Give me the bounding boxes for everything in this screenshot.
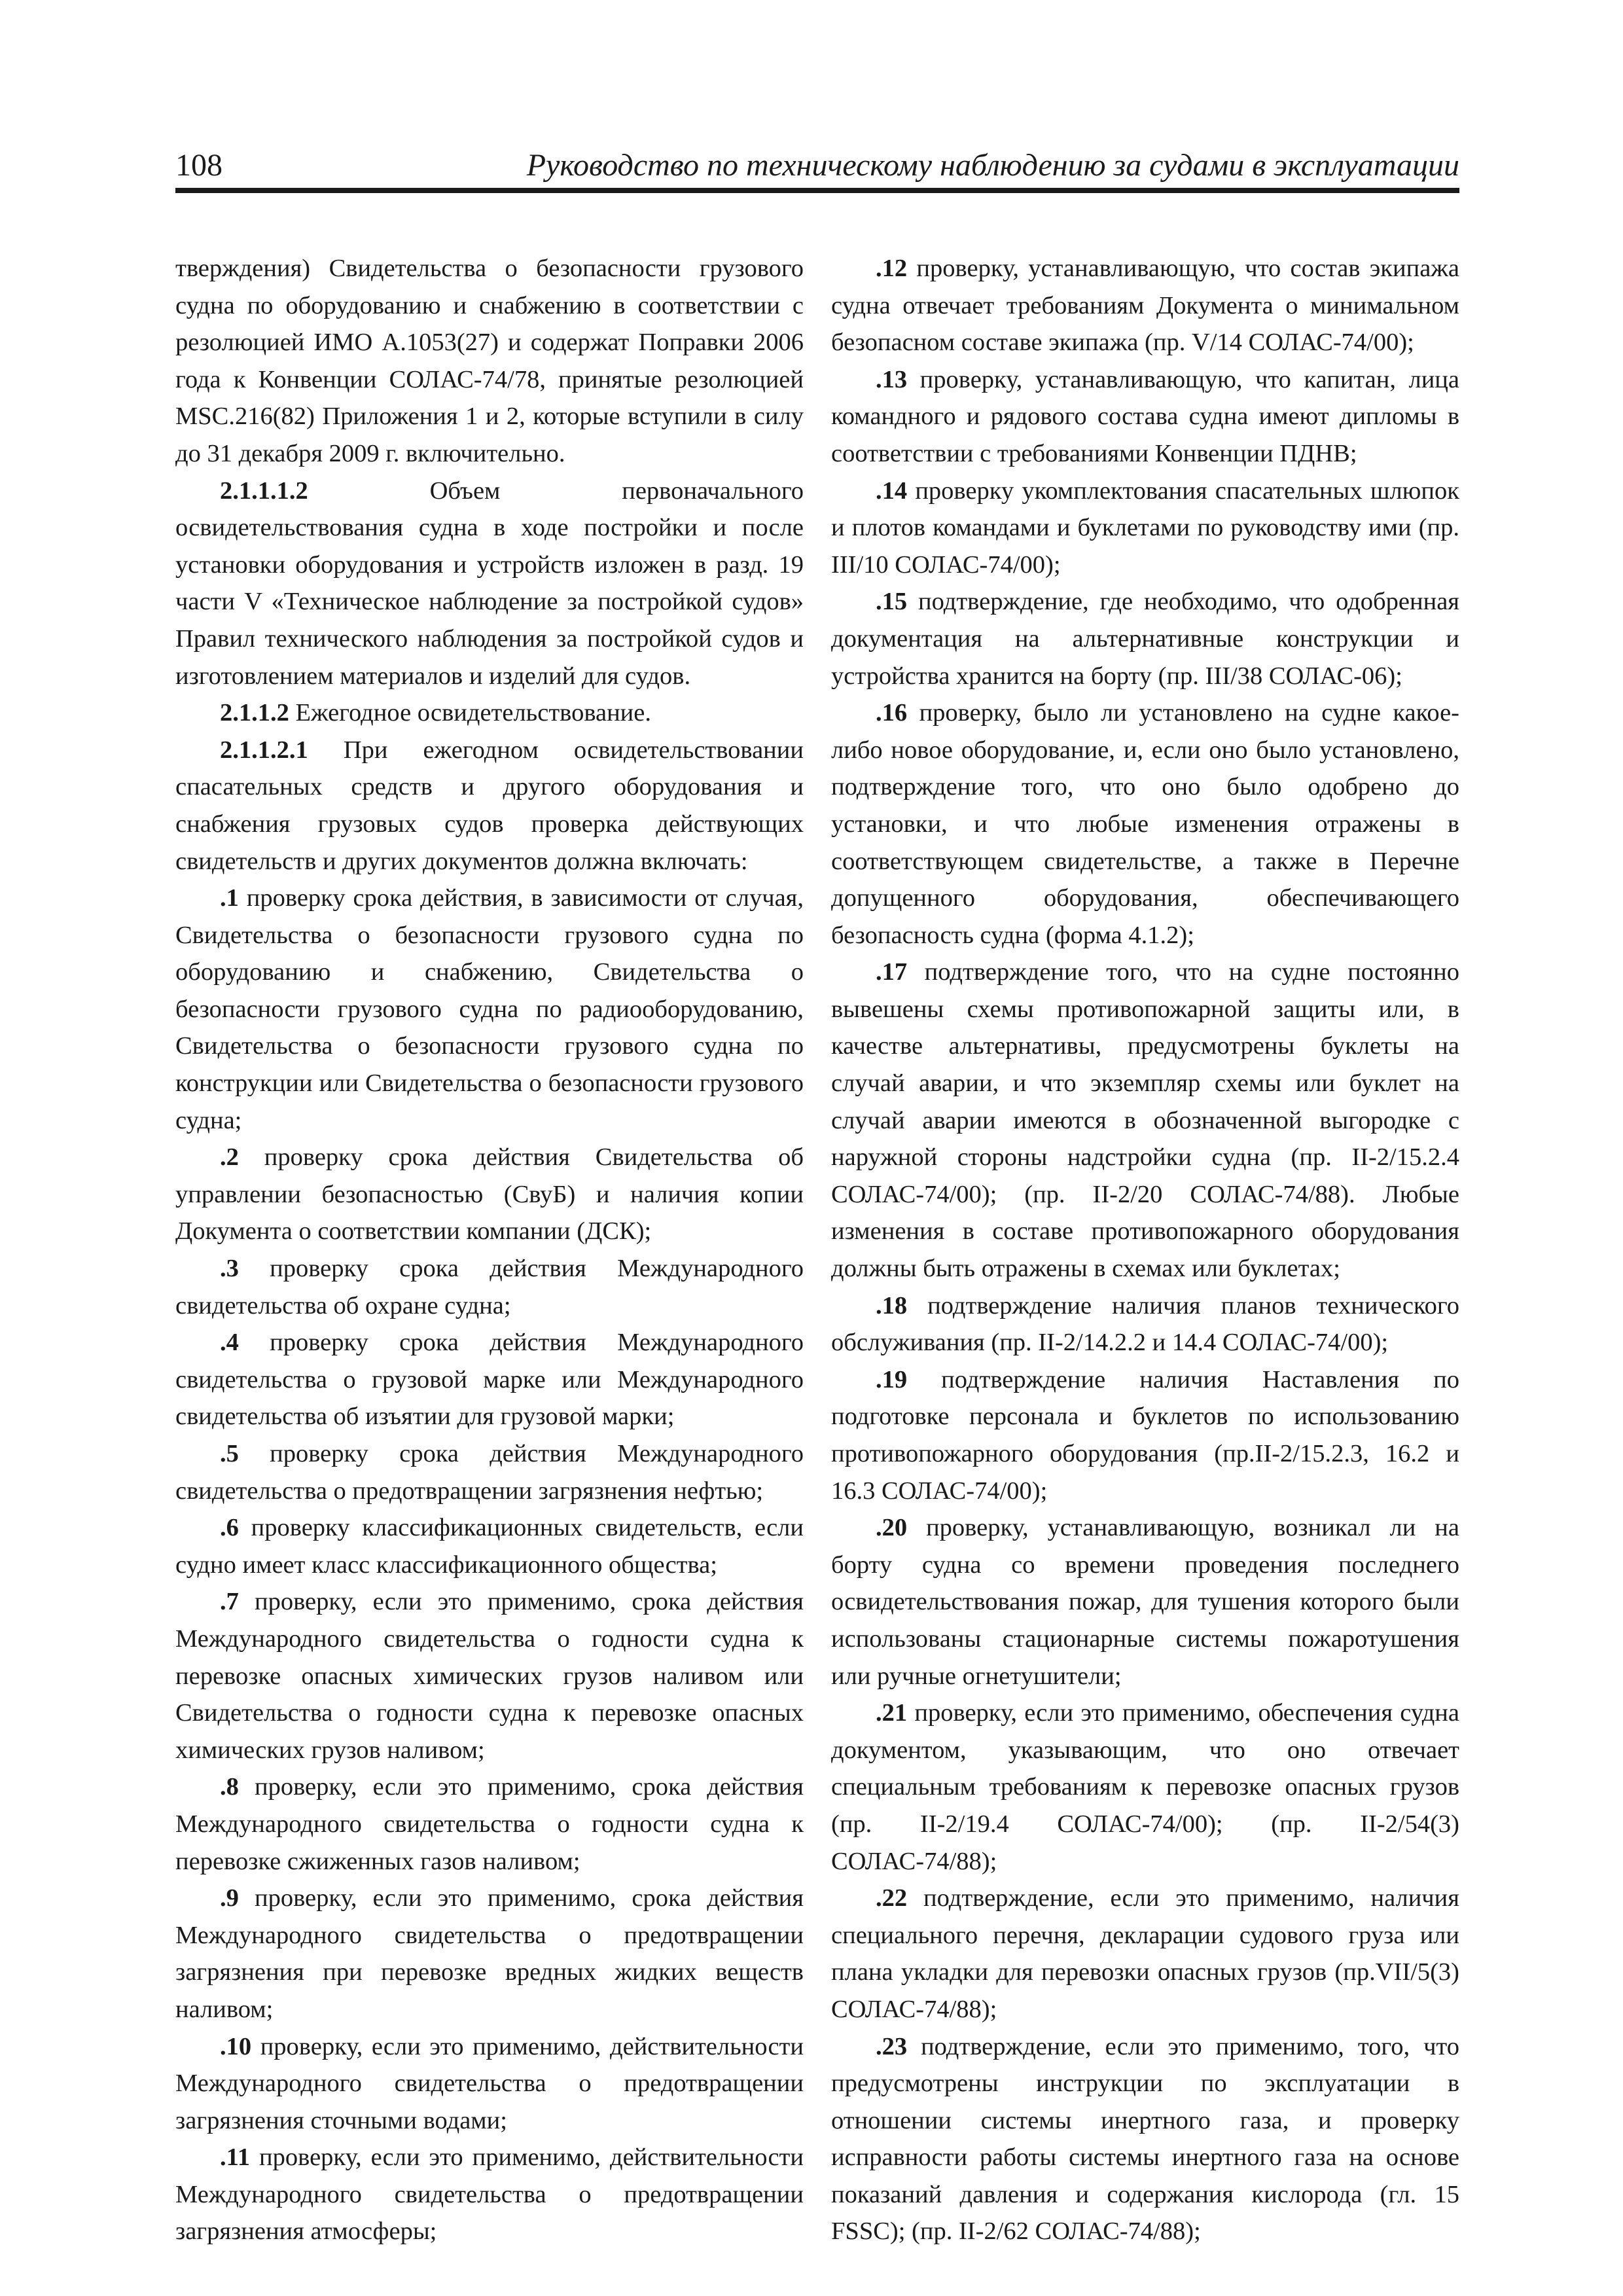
paragraph-text: проверку, если это применимо, действительности Международного свидетельства о предотвращении загрязнения атмосферы; [175,2144,804,2246]
paragraph-text: проверку срока действия, в зависимости от случая, Свидетельства о безопасности грузового судна по оборудованию и снабжению, Свидетельства о безопасности грузового судна по радиооборудованию, Свидетельства о безопасности грузового судна по конструкции или Свидетельства о безопасности грузового судна; [175,884,804,1134]
clause-number: .4 [220,1329,239,1357]
clause-number: .15 [876,588,908,616]
clause-number: .10 [220,2032,252,2060]
paragraph [831,1880,1459,2028]
paragraph [175,2028,804,2140]
clause-number: .11 [220,2144,251,2172]
paragraph-text: проверку, если это применимо, обеспечения судна документом, указывающим, что оно отвечает специальным требованиям к перевозке опасных грузов (пр. II-2/19.4 СОЛАС-74/00); (пр. II-2/54(3) СОЛАС-74/88); [831,1699,1459,1875]
paragraph-text: проверку, устанавливающую, что капитан, лица командного и рядового состава судна имеют дипломы в соответствии с требованиями Конвенции ПДНВ; [831,365,1459,467]
paragraph-text: подтверждение, если это применимо, наличия специального перечня, декларации судового груза или плана укладки для перевозки опасных грузов (пр.VII/5(3) СОЛАС-74/88); [831,1884,1459,2023]
clause-number: 2.1.1.1.2 [220,476,308,505]
paragraph-text: проверку, если это применимо, срока действия Международного свидетельства о предотвращении загрязнения при перевозке вредных жидких веществ наливом; [175,1884,804,2023]
header-rule [175,188,1459,193]
clause-number: .18 [876,1291,908,1319]
paragraph-text: При ежегодном освидетельствовании спасательных средств и другого оборудования и снабжения грузовых судов проверка действующих свидетельств и других документов должна включать: [175,736,804,875]
clause-number: .3 [220,1255,239,1283]
page-header [175,134,1459,187]
paragraph-text: Ежегодное освидетельствование. [289,699,651,727]
paragraph [831,1287,1459,1361]
paragraph-text: проверку срока действия Международного свидетельства о грузовой марке или Международного свидетельства об изъятии для грузовой марки; [175,1329,804,1431]
paragraph-text: подтверждение наличия Наставления по подготовке персонала и буклетов по использованию противопожарного оборудования (пр.II-2/15.2.3, 16.2 и 16.3 СОЛАС-74/00); [831,1365,1459,1505]
paragraph [175,694,804,732]
clause-number: .21 [876,1699,908,1727]
paragraph-text: проверку срока действия Международного свидетельства о предотвращении загрязнения нефтью; [175,1440,804,1505]
clause-number: .13 [876,365,908,393]
paragraph-text: проверку, устанавливающую, возникал ли на борту судна со времени проведения последнего освидетельствования пожар, для тушения которого были использованы стационарные системы пожаротушения или ручные огнетушители; [831,1514,1459,1690]
clause-number: .16 [876,699,908,727]
paragraph [175,1250,804,1324]
clause-number: .23 [876,2032,908,2060]
paragraph [175,1880,804,2028]
paragraph-text: проверку укомплектования спасательных шлюпок и плотов командами и буклетами по руководству ими (пр. III/10 СОЛАС-74/00); [831,476,1459,579]
paragraph [831,361,1459,473]
clause-number: .17 [876,958,908,986]
clause-number: .14 [876,476,908,505]
clause-number: .19 [876,1365,908,1393]
paragraph-text: проверку срока действия Международного свидетельства об охране судна; [175,1255,804,1319]
paragraph-text: проверку, устанавливающую, что состав экипажа судна отвечает требованиям Документа о минимальном безопасном составе экипажа (пр. V/14 СОЛАС-74/00); [831,255,1459,357]
paragraph-text: Объем первоначального освидетельствования судна в ходе постройки и после установки оборудования и устройств изложен в разд. 19 части V «Техническое наблюдение за постройкой судов» Правил технического наблюдения за постройкой судов и изготовлением материалов и изделий для судов. [175,476,804,690]
paragraph [175,2139,804,2250]
paragraph-text: тверждения) Свидетельства о безопасности грузового судна по оборудованию и снабжению в соответствии с резолюцией ИМО А.1053(27) и содержат Поправки 2006 года к Конвенции СОЛАС-74/78, принятые резолюцией MSC.216(82) Приложения 1 и 2, которые вступили в силу до 31 декабря 2009 г. включительно. [175,255,804,467]
running-title: Руководство по техническому наблюдению за судами в эксплуатации [526,148,1459,183]
paragraph-text: проверку классификационных свидетельств, если судно имеет класс классификационного общества; [175,1514,804,1579]
paragraph [175,1139,804,1250]
clause-number: .5 [220,1440,239,1467]
paragraph [175,250,804,473]
paragraph [175,1583,804,1768]
paragraph-text: подтверждение наличия планов технического обслуживания (пр. II-2/14.2.2 и 14.4 СОЛАС-74/00); [831,1291,1459,1357]
clause-number: .7 [220,1588,239,1616]
clause-number: .1 [220,884,239,912]
clause-number: .9 [220,1884,239,1912]
paragraph-text: подтверждение, если это применимо, того, что предусмотрены инструкции по эксплуатации в отношении системы инертного газа, и проверку исправности работы системы инертного газа на основе показаний давления и содержания кислорода (гл. 15 FSSC); (пр. II-2/62 СОЛАС-74/88); [831,2032,1459,2246]
paragraph [831,1695,1459,1880]
paragraph-text: подтверждение того, что на судне постоянно вывешены схемы противопожарной защиты или, в качестве альтернативы, предусмотрены буклеты на случай аварии, и что экземпляр схемы или буклет на случай аварии имеются в обозначенной выгородке с наружной стороны надстройки судна (пр. II-2/15.2.4 СОЛАС-74/00); (пр. II-2/20 СОЛАС-74/88). Любые изменения в составе противопожарного оборудования должны быть отражены в схемах или буклетах; [831,958,1459,1283]
paragraph-text: подтверждение, где необходимо, что одобренная документация на альтернативные конструкции и устройства хранится на борту (пр. III/38 СОЛАС-06); [831,588,1459,690]
clause-number: .8 [220,1773,239,1801]
paragraph-text: проверку, если это применимо, действительности Международного свидетельства о предотвращении загрязнения сточными водами; [175,2032,804,2134]
paragraph [831,250,1459,361]
paragraph [831,1361,1459,1509]
clause-number: .20 [876,1514,908,1542]
paragraph [175,1509,804,1583]
right-column [831,250,1459,2250]
paragraph-text: проверку, если это применимо, срока действия Международного свидетельства о годности судна к перевозке опасных химических грузов наливом или Свидетельства о годности судна к перевозке опасных химических грузов наливом; [175,1588,804,1764]
paragraph-text: проверку, было ли установлено на судне какое-либо новое оборудование, и, если оно было установлено, подтверждение того, что оно было одобрено до установки, и что любые изменения отражены в соответствующем свидетельстве, а также в Перечне допущенного оборудования, обеспечивающего безопасность судна (форма 4.1.2); [831,699,1459,949]
paragraph [831,2028,1459,2251]
paragraph [175,473,804,695]
clause-number: .12 [876,255,908,282]
clause-number: .6 [220,1514,239,1542]
clause-number: .2 [220,1143,239,1172]
page-number: 108 [175,148,223,183]
clause-number: .22 [876,1884,908,1912]
clause-number: 2.1.1.2.1 [220,736,308,764]
paragraph [175,1324,804,1435]
paragraph [831,583,1459,694]
paragraph [175,732,804,880]
paragraph [831,1509,1459,1695]
paragraph [175,880,804,1139]
left-column [175,250,804,2250]
paragraph-text: проверку срока действия Свидетельства об управлении безопасностью (СвуБ) и наличия копии Документа о соответствии компании (ДСК); [175,1143,804,1246]
paragraph [175,1435,804,1509]
clause-number: 2.1.1.2 [220,699,289,727]
paragraph [831,954,1459,1287]
paragraph [831,473,1459,584]
paragraph [831,694,1459,954]
paragraph-text: проверку, если это применимо, срока действия Международного свидетельства о годности судна к перевозке сжиженных газов наливом; [175,1773,804,1875]
paragraph [175,1768,804,1880]
